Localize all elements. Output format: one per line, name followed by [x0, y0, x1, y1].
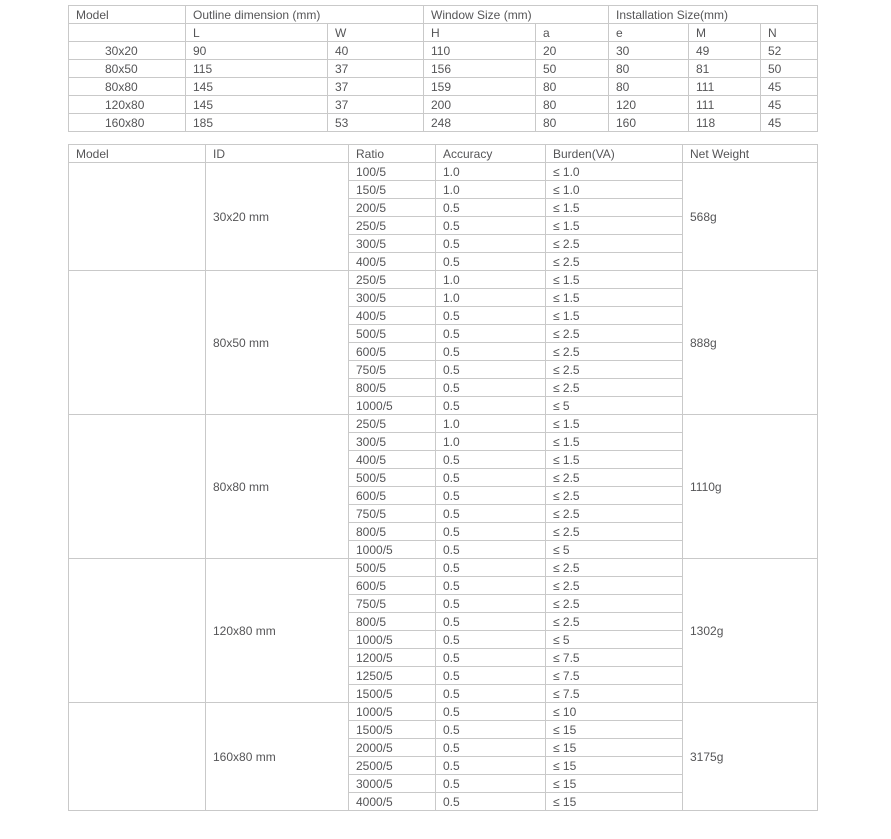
- spec-ratio-cell: 300/5: [349, 235, 436, 253]
- dimension-value-cell: 118: [689, 114, 761, 132]
- spec-burden-cell: ≤ 1.5: [546, 307, 683, 325]
- dimension-value-cell: 200: [424, 96, 536, 114]
- spec-burden-cell: ≤ 15: [546, 775, 683, 793]
- spec-accuracy-cell: 0.5: [436, 253, 546, 271]
- spec-burden-cell: ≤ 7.5: [546, 667, 683, 685]
- dimension-header-col-W: W: [328, 24, 424, 42]
- spec-burden-cell: ≤ 5: [546, 541, 683, 559]
- spec-id-cell: 30x20 mm: [206, 163, 349, 271]
- dimension-header-outline: Outline dimension (mm): [186, 6, 424, 24]
- spec-ratio-cell: 800/5: [349, 613, 436, 631]
- spec-ratio-cell: 4000/5: [349, 793, 436, 811]
- spec-burden-cell: ≤ 2.5: [546, 559, 683, 577]
- dimension-model-cell: 30x20: [69, 42, 186, 60]
- spec-burden-cell: ≤ 2.5: [546, 325, 683, 343]
- spec-burden-cell: ≤ 1.5: [546, 271, 683, 289]
- spec-ratio-cell: 600/5: [349, 577, 436, 595]
- spec-accuracy-cell: 0.5: [436, 649, 546, 667]
- spec-accuracy-cell: 0.5: [436, 739, 546, 757]
- dimension-header-window: Window Size (mm): [424, 6, 609, 24]
- spec-accuracy-cell: 0.5: [436, 613, 546, 631]
- spec-net-weight-cell: 1110g: [683, 415, 818, 559]
- dimension-header-group-row: [69, 6, 818, 24]
- spec-accuracy-cell: 0.5: [436, 505, 546, 523]
- dimension-header-col-e: e: [609, 24, 689, 42]
- spec-accuracy-cell: 1.0: [436, 433, 546, 451]
- dimension-value-cell: 45: [761, 114, 818, 132]
- spec-burden-cell: ≤ 7.5: [546, 685, 683, 703]
- spec-ratio-cell: 100/5: [349, 163, 436, 181]
- dimension-value-cell: 37: [328, 96, 424, 114]
- dimension-value-cell: 49: [689, 42, 761, 60]
- spec-burden-cell: ≤ 15: [546, 757, 683, 775]
- spec-header-ratio: Ratio: [349, 145, 436, 163]
- spec-accuracy-cell: 0.5: [436, 343, 546, 361]
- spec-burden-cell: ≤ 2.5: [546, 613, 683, 631]
- spec-model-cell: [69, 163, 206, 271]
- spec-burden-cell: ≤ 5: [546, 397, 683, 415]
- spec-accuracy-cell: 0.5: [436, 199, 546, 217]
- spec-burden-cell: ≤ 2.5: [546, 469, 683, 487]
- dimension-value-cell: 90: [186, 42, 328, 60]
- dimension-table-row: [69, 96, 818, 114]
- spec-ratio-cell: 500/5: [349, 325, 436, 343]
- dimension-value-cell: 50: [536, 60, 609, 78]
- spec-ratio-cell: 200/5: [349, 199, 436, 217]
- spec-burden-cell: ≤ 7.5: [546, 649, 683, 667]
- spec-accuracy-cell: 0.5: [436, 667, 546, 685]
- spec-burden-cell: ≤ 2.5: [546, 379, 683, 397]
- dimension-table-body: [69, 42, 818, 132]
- spec-ratio-cell: 250/5: [349, 271, 436, 289]
- spec-model-cell: [69, 559, 206, 703]
- dimension-table-row: [69, 42, 818, 60]
- spec-accuracy-cell: 0.5: [436, 469, 546, 487]
- spec-burden-cell: ≤ 1.5: [546, 199, 683, 217]
- dimension-header-sub-row: [69, 24, 818, 42]
- dimension-value-cell: 80: [609, 78, 689, 96]
- spec-id-cell: 160x80 mm: [206, 703, 349, 811]
- dimension-header-model: Model: [69, 6, 186, 24]
- spec-accuracy-cell: 0.5: [436, 217, 546, 235]
- dimension-value-cell: 80: [536, 96, 609, 114]
- dimension-value-cell: 50: [761, 60, 818, 78]
- dimension-value-cell: 45: [761, 96, 818, 114]
- spec-ratio-cell: 600/5: [349, 343, 436, 361]
- spec-ratio-cell: 600/5: [349, 487, 436, 505]
- spec-accuracy-cell: 0.5: [436, 703, 546, 721]
- spec-accuracy-cell: 0.5: [436, 595, 546, 613]
- spec-ratio-cell: 500/5: [349, 469, 436, 487]
- spec-model-cell: [69, 415, 206, 559]
- spec-accuracy-cell: 0.5: [436, 757, 546, 775]
- dimension-value-cell: 120: [609, 96, 689, 114]
- spec-accuracy-cell: 0.5: [436, 577, 546, 595]
- spec-ratio-cell: 1250/5: [349, 667, 436, 685]
- dimension-model-cell: 80x80: [69, 78, 186, 96]
- spec-ratio-cell: 3000/5: [349, 775, 436, 793]
- spec-burden-cell: ≤ 15: [546, 721, 683, 739]
- spec-accuracy-cell: 0.5: [436, 307, 546, 325]
- spec-ratio-cell: 1000/5: [349, 631, 436, 649]
- spec-accuracy-cell: 0.5: [436, 379, 546, 397]
- dimension-model-cell: 120x80: [69, 96, 186, 114]
- spec-net-weight-cell: 1302g: [683, 559, 818, 703]
- spec-accuracy-cell: 0.5: [436, 685, 546, 703]
- spec-burden-cell: ≤ 2.5: [546, 361, 683, 379]
- dimension-table: [68, 5, 818, 132]
- spec-ratio-cell: 1000/5: [349, 703, 436, 721]
- spec-ratio-cell: 1500/5: [349, 685, 436, 703]
- spec-ratio-cell: 2500/5: [349, 757, 436, 775]
- dimension-value-cell: 80: [536, 78, 609, 96]
- spec-accuracy-cell: 0.5: [436, 559, 546, 577]
- dimension-header-col-H: H: [424, 24, 536, 42]
- dimension-value-cell: 81: [689, 60, 761, 78]
- dimension-header-col-M: M: [689, 24, 761, 42]
- spec-burden-cell: ≤ 15: [546, 793, 683, 811]
- dimension-value-cell: 115: [186, 60, 328, 78]
- dimension-value-cell: 111: [689, 96, 761, 114]
- spec-accuracy-cell: 1.0: [436, 181, 546, 199]
- spec-accuracy-cell: 1.0: [436, 415, 546, 433]
- spec-id-cell: 80x80 mm: [206, 415, 349, 559]
- spec-ratio-cell: 1000/5: [349, 541, 436, 559]
- dimension-value-cell: 145: [186, 96, 328, 114]
- spec-burden-cell: ≤ 2.5: [546, 343, 683, 361]
- spec-ratio-cell: 400/5: [349, 451, 436, 469]
- spec-accuracy-cell: 1.0: [436, 163, 546, 181]
- spec-burden-cell: ≤ 10: [546, 703, 683, 721]
- dimension-header-empty-cell: [69, 24, 186, 42]
- spec-table-row: [69, 163, 818, 181]
- spec-id-cell: 120x80 mm: [206, 559, 349, 703]
- spec-header-burden: Burden(VA): [546, 145, 683, 163]
- dimension-value-cell: 53: [328, 114, 424, 132]
- spec-accuracy-cell: 1.0: [436, 289, 546, 307]
- spec-accuracy-cell: 0.5: [436, 361, 546, 379]
- spec-header-model: Model: [69, 145, 206, 163]
- ratio-spec-table: [68, 144, 818, 811]
- spec-burden-cell: ≤ 1.5: [546, 451, 683, 469]
- spec-burden-cell: ≤ 1.5: [546, 415, 683, 433]
- spec-accuracy-cell: 1.0: [436, 271, 546, 289]
- spec-burden-cell: ≤ 15: [546, 739, 683, 757]
- spec-accuracy-cell: 0.5: [436, 397, 546, 415]
- spec-table-row: [69, 415, 818, 433]
- spec-ratio-cell: 400/5: [349, 253, 436, 271]
- dimension-header-col-a: a: [536, 24, 609, 42]
- spec-ratio-cell: 500/5: [349, 559, 436, 577]
- spec-ratio-cell: 1500/5: [349, 721, 436, 739]
- dimension-value-cell: 156: [424, 60, 536, 78]
- dimension-header-col-L: L: [186, 24, 328, 42]
- spec-accuracy-cell: 0.5: [436, 631, 546, 649]
- spec-ratio-cell: 800/5: [349, 523, 436, 541]
- spec-burden-cell: ≤ 2.5: [546, 253, 683, 271]
- spec-table-row: [69, 559, 818, 577]
- spec-burden-cell: ≤ 1.5: [546, 433, 683, 451]
- spec-burden-cell: ≤ 1.0: [546, 163, 683, 181]
- dimension-value-cell: 52: [761, 42, 818, 60]
- spec-net-weight-cell: 568g: [683, 163, 818, 271]
- dimension-model-cell: 80x50: [69, 60, 186, 78]
- spec-header-row: [69, 145, 818, 163]
- spec-accuracy-cell: 0.5: [436, 451, 546, 469]
- spec-net-weight-cell: 3175g: [683, 703, 818, 811]
- spec-ratio-cell: 250/5: [349, 217, 436, 235]
- spec-ratio-cell: 400/5: [349, 307, 436, 325]
- spec-burden-cell: ≤ 2.5: [546, 505, 683, 523]
- spec-ratio-cell: 300/5: [349, 433, 436, 451]
- spec-burden-cell: ≤ 2.5: [546, 235, 683, 253]
- spec-header-id: ID: [206, 145, 349, 163]
- spec-table-body: [69, 163, 818, 811]
- spec-net-weight-cell: 888g: [683, 271, 818, 415]
- spec-id-cell: 80x50 mm: [206, 271, 349, 415]
- dimension-value-cell: 248: [424, 114, 536, 132]
- dimension-model-cell: 160x80: [69, 114, 186, 132]
- dimension-value-cell: 111: [689, 78, 761, 96]
- dimension-value-cell: 40: [328, 42, 424, 60]
- spec-burden-cell: ≤ 2.5: [546, 577, 683, 595]
- spec-accuracy-cell: 0.5: [436, 793, 546, 811]
- spec-ratio-cell: 1000/5: [349, 397, 436, 415]
- spec-burden-cell: ≤ 2.5: [546, 523, 683, 541]
- dimension-value-cell: 160: [609, 114, 689, 132]
- spec-burden-cell: ≤ 1.0: [546, 181, 683, 199]
- spec-accuracy-cell: 0.5: [436, 325, 546, 343]
- dimension-value-cell: 37: [328, 60, 424, 78]
- dimension-table-row: [69, 114, 818, 132]
- spec-model-cell: [69, 703, 206, 811]
- dimension-value-cell: 20: [536, 42, 609, 60]
- spec-burden-cell: ≤ 2.5: [546, 595, 683, 613]
- dimension-value-cell: 145: [186, 78, 328, 96]
- spec-table-row: [69, 271, 818, 289]
- spec-table-row: [69, 703, 818, 721]
- spec-header-accuracy: Accuracy: [436, 145, 546, 163]
- spec-ratio-cell: 750/5: [349, 361, 436, 379]
- spec-ratio-cell: 750/5: [349, 595, 436, 613]
- spec-burden-cell: ≤ 5: [546, 631, 683, 649]
- spec-ratio-cell: 300/5: [349, 289, 436, 307]
- spec-ratio-cell: 150/5: [349, 181, 436, 199]
- dimension-header-installation: Installation Size(mm): [609, 6, 818, 24]
- spec-ratio-cell: 250/5: [349, 415, 436, 433]
- dimension-value-cell: 80: [536, 114, 609, 132]
- spec-ratio-cell: 2000/5: [349, 739, 436, 757]
- spec-accuracy-cell: 0.5: [436, 775, 546, 793]
- dimension-header-col-N: N: [761, 24, 818, 42]
- spec-burden-cell: ≤ 1.5: [546, 217, 683, 235]
- spec-accuracy-cell: 0.5: [436, 235, 546, 253]
- dimension-value-cell: 80: [609, 60, 689, 78]
- spec-ratio-cell: 800/5: [349, 379, 436, 397]
- dimension-value-cell: 30: [609, 42, 689, 60]
- spec-accuracy-cell: 0.5: [436, 487, 546, 505]
- dimension-table-row: [69, 60, 818, 78]
- dimension-table-row: [69, 78, 818, 96]
- spec-header-net-weight: Net Weight: [683, 145, 818, 163]
- dimension-value-cell: 159: [424, 78, 536, 96]
- spec-ratio-cell: 750/5: [349, 505, 436, 523]
- spec-accuracy-cell: 0.5: [436, 541, 546, 559]
- spec-burden-cell: ≤ 1.5: [546, 289, 683, 307]
- spec-model-cell: [69, 271, 206, 415]
- spec-accuracy-cell: 0.5: [436, 721, 546, 739]
- dimension-value-cell: 185: [186, 114, 328, 132]
- dimension-value-cell: 37: [328, 78, 424, 96]
- spec-accuracy-cell: 0.5: [436, 523, 546, 541]
- spec-burden-cell: ≤ 2.5: [546, 487, 683, 505]
- spec-ratio-cell: 1200/5: [349, 649, 436, 667]
- dimension-value-cell: 45: [761, 78, 818, 96]
- dimension-value-cell: 110: [424, 42, 536, 60]
